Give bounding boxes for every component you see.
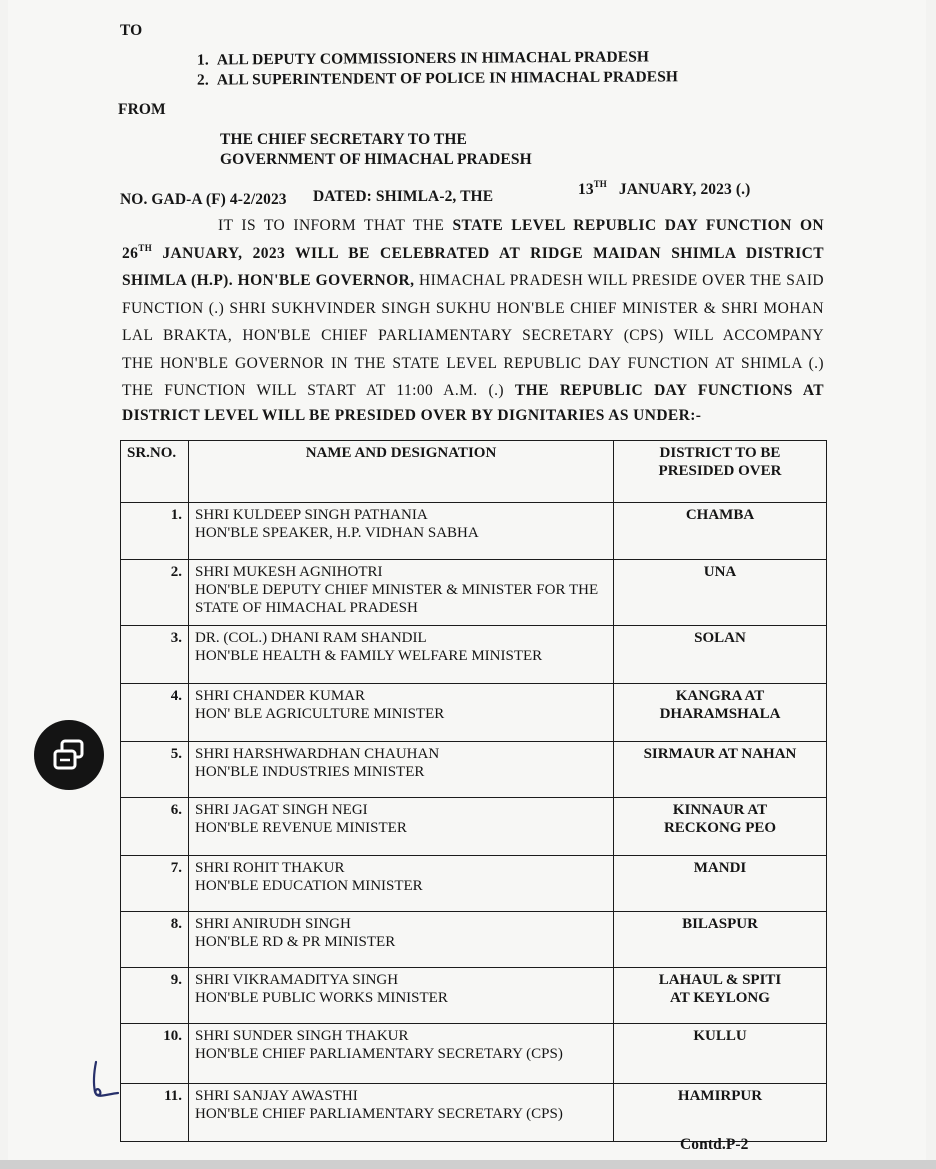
- row-name-cell: [189, 912, 614, 968]
- row-district: KINNAUR AT RECKONG PEO: [614, 798, 827, 856]
- dignitary-name: SHRI ANIRUDH SINGH: [195, 916, 351, 932]
- row-name-cell: [189, 503, 614, 560]
- row-district: BILASPUR: [614, 912, 827, 968]
- dignitary-designation: HON'BLE REVENUE MINISTER: [195, 820, 407, 836]
- dignitary-designation: HON'BLE PUBLIC WORKS MINISTER: [195, 990, 448, 1006]
- row-district: LAHAUL & SPITI AT KEYLONG: [614, 968, 827, 1024]
- dignitary-name: DR. (COL.) DHANI RAM SHANDIL: [195, 630, 427, 646]
- from-label: FROM: [118, 101, 166, 118]
- dignitary-name: SHRI MUKESH AGNIHOTRI: [195, 564, 383, 580]
- table-row: [121, 560, 827, 626]
- from-line-2: GOVERNMENT OF HIMACHAL PRADESH: [220, 151, 532, 168]
- dignitary-name: SHRI ROHIT THAKUR: [195, 860, 345, 876]
- dignitary-name: SHRI SUNDER SINGH THAKUR: [195, 1028, 409, 1044]
- table-row: [121, 684, 827, 742]
- header-sr-no: SR.NO.: [121, 441, 189, 503]
- handwritten-mark: [84, 1058, 124, 1102]
- row-sr: 4.: [121, 684, 189, 742]
- row-name-cell: [189, 626, 614, 684]
- row-sr: 8.: [121, 912, 189, 968]
- dignitary-name: SHRI VIKRAMADITYA SINGH: [195, 972, 399, 988]
- row-name-cell: [189, 856, 614, 912]
- row-name-cell: [189, 742, 614, 798]
- dignitary-designation: HON'BLE EDUCATION MINISTER: [195, 878, 423, 894]
- dignitary-name: SHRI KULDEEP SINGH PATHANIA: [195, 507, 428, 523]
- dignitary-designation: HON'BLE HEALTH & FAMILY WELFARE MINISTER: [195, 648, 543, 664]
- body-line-8: DISTRICT LEVEL WILL BE PRESIDED OVER BY DIGNITARIES AS UNDER:-: [122, 406, 702, 424]
- dignitary-designation: HON' BLE AGRICULTURE MINISTER: [195, 706, 445, 722]
- row-district: KANGRA AT DHARAMSHALA: [614, 684, 827, 742]
- dignitary-designation: HON'BLE CHIEF PARLIAMENTARY SECRETARY (CPS): [195, 1106, 563, 1122]
- row-district: SOLAN: [614, 626, 827, 684]
- row-sr: 11.: [121, 1084, 189, 1142]
- body-line-2: 26TH JANUARY, 2023 WILL BE CELEBRATED AT RIDGE MAIDAN SHIMLA DISTRICT: [122, 242, 824, 262]
- dignitary-name: SHRI HARSHWARDHAN CHAUHAN: [195, 746, 440, 762]
- row-district: CHAMBA: [614, 503, 827, 560]
- row-name-cell: [189, 1084, 614, 1142]
- dignitaries-table: [120, 440, 827, 1142]
- floating-copy-button[interactable]: [34, 720, 104, 790]
- row-district: MANDI: [614, 856, 827, 912]
- dated-label: DATED: SHIMLA-2, THE: [313, 188, 494, 205]
- copy-icon: [50, 736, 88, 774]
- row-sr: 2.: [121, 560, 189, 626]
- row-sr: 9.: [121, 968, 189, 1024]
- row-name-cell: [189, 798, 614, 856]
- row-sr: 5.: [121, 742, 189, 798]
- row-sr: 10.: [121, 1024, 189, 1084]
- row-name-cell: [189, 560, 614, 626]
- body-line-6: THE HON'BLE GOVERNOR IN THE STATE LEVEL REPUBLIC DAY FUNCTION AT SHIMLA (.): [122, 354, 824, 372]
- row-sr: 3.: [121, 626, 189, 684]
- body-line-7: THE FUNCTION WILL START AT 11:00 A.M. (.) THE REPUBLIC DAY FUNCTIONS AT: [122, 382, 824, 399]
- header-district: DISTRICT TO BE PRESIDED OVER: [614, 441, 827, 503]
- body-line-3: SHIMLA (H.P). HON'BLE GOVERNOR, HIMACHAL PRADESH WILL PRESIDE OVER THE SAID: [122, 272, 824, 289]
- to-label: TO: [120, 22, 143, 39]
- dignitary-name: SHRI CHANDER KUMAR: [195, 688, 366, 704]
- table-row: [121, 742, 827, 798]
- table-row: [121, 626, 827, 684]
- row-district: KULLU: [614, 1024, 827, 1084]
- dignitary-designation: HON'BLE RD & PR MINISTER: [195, 934, 396, 950]
- body-line-4: FUNCTION (.) SHRI SUKHVINDER SINGH SUKHU HON'BLE CHIEF MINISTER & SHRI MOHAN: [122, 299, 824, 317]
- row-name-cell: [189, 968, 614, 1024]
- date-value: 13TH JANUARY, 2023 (.): [578, 179, 751, 198]
- dignitary-name: SHRI SANJAY AWASTHI: [195, 1088, 358, 1104]
- dignitary-designation: HON'BLE DEPUTY CHIEF MINISTER & MINISTER FOR THE STATE OF HIMACHAL PRADESH: [195, 582, 599, 616]
- row-name-cell: [189, 1024, 614, 1084]
- table-row: [121, 968, 827, 1024]
- table-row: [121, 1084, 827, 1142]
- row-district: SIRMAUR AT NAHAN: [614, 742, 827, 798]
- row-sr: 1.: [121, 503, 189, 560]
- bottom-strip: [0, 1160, 936, 1169]
- reference-number: NO. GAD-A (F) 4-2/2023: [120, 191, 287, 208]
- table-row: [121, 912, 827, 968]
- dignitary-designation: HON'BLE CHIEF PARLIAMENTARY SECRETARY (CPS): [195, 1046, 563, 1062]
- body-line-1: IT IS TO INFORM THAT THE STATE LEVEL REPUBLIC DAY FUNCTION ON: [218, 217, 824, 234]
- from-line-1: THE CHIEF SECRETARY TO THE: [220, 131, 467, 148]
- body-paragraph: [122, 212, 824, 427]
- row-district: UNA: [614, 560, 827, 626]
- recipient-2: 2. ALL SUPERINTENDENT OF POLICE IN HIMACHAL PRADESH: [196, 68, 679, 89]
- continued-label: Contd.P-2: [680, 1136, 749, 1153]
- table-row: [121, 1024, 827, 1084]
- row-district: HAMIRPUR: [614, 1084, 827, 1142]
- row-name-cell: [189, 684, 614, 742]
- row-sr: 6.: [121, 798, 189, 856]
- body-line-5: LAL BRAKTA, HON'BLE CHIEF PARLIAMENTARY SECRETARY (CPS) WILL ACCOMPANY: [122, 327, 824, 344]
- dignitary-designation: HON'BLE INDUSTRIES MINISTER: [195, 764, 425, 780]
- table-header-row: [121, 441, 827, 503]
- table-row: [121, 503, 827, 560]
- dignitary-designation: HON'BLE SPEAKER, H.P. VIDHAN SABHA: [195, 525, 479, 541]
- header-name: NAME AND DESIGNATION: [189, 441, 614, 503]
- dignitary-name: SHRI JAGAT SINGH NEGI: [195, 802, 368, 818]
- table-row: [121, 798, 827, 856]
- table-row: [121, 856, 827, 912]
- recipient-1: 1. ALL DEPUTY COMMISSIONERS IN HIMACHAL PRADESH: [196, 48, 650, 69]
- row-sr: 7.: [121, 856, 189, 912]
